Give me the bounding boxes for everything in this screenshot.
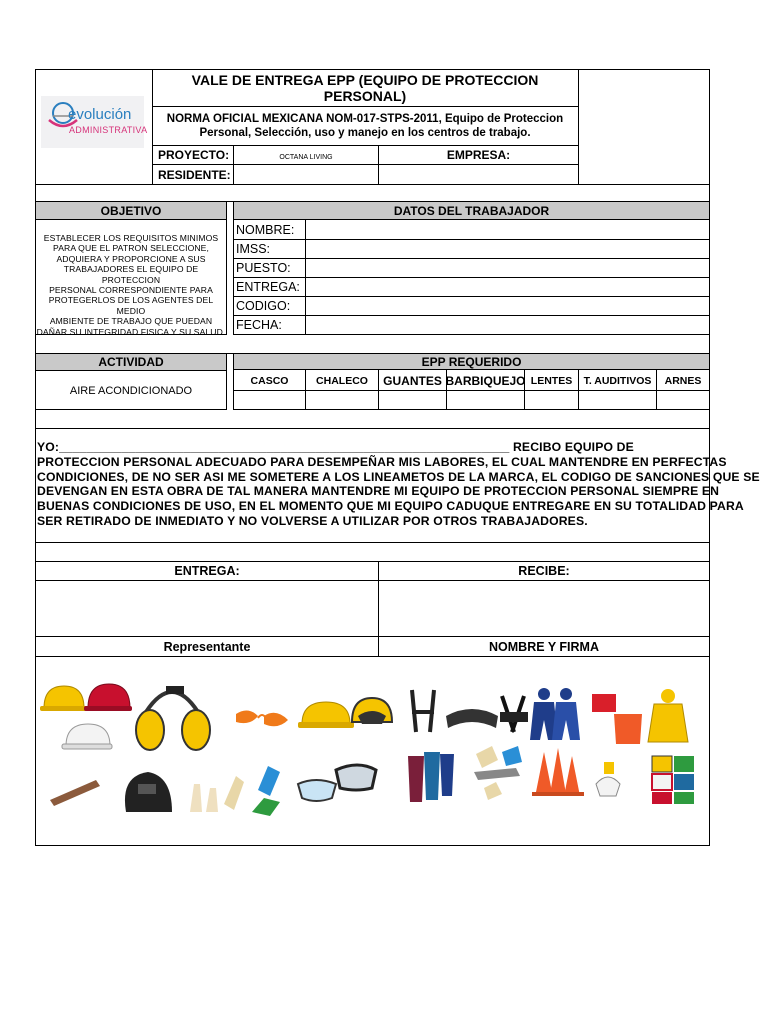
puesto-field[interactable] [306,259,709,277]
lifting-belt-icon [446,709,498,728]
welding-mask-icon [125,772,172,812]
yellow-helmet-icon [40,686,88,711]
codigo-field[interactable] [306,297,709,315]
declaracion-line: PROTECCION PERSONAL ADECUADO PARA DESEMPEÑAR MIS LABORES, EL CUAL MANTENDRE EN PERFECTAS [37,454,727,469]
declaracion-line: YO:_________________________________________________________________ RECIBO EQUIPO DE [37,440,634,454]
divider [152,70,153,184]
empresa-label: EMPRESA: [446,148,511,162]
norma-text [152,107,578,145]
ear-plugs-icon [236,710,288,726]
empresa-field[interactable] [379,165,578,184]
safety-harness-icon [412,690,434,732]
objetivo-line: TRABAJADORES EL EQUIPO DE PROTECCION [63,264,199,285]
ear-muffs-icon [136,686,210,750]
epp-arnes-cell[interactable] [657,391,709,409]
welding-helmet-top-icon [352,698,392,724]
safety-kit-icon [596,762,620,796]
declaracion-line: SER RETIRADO DE INMEDIATO Y NO VOLVERSE A UTILIZAR POR OTROS TRABAJADORES. [37,513,588,528]
epp-col-barbiquejo: BARBIQUEJO [445,373,526,388]
datos-header: DATOS DEL TRABAJADOR [234,202,709,220]
blue-coverall-icon [530,688,580,740]
epp-casco-cell[interactable] [234,391,305,409]
back-support-icon [500,696,528,732]
objetivo-line: PERSONAL CORRESPONDIENTE PARA [49,285,213,296]
white-helmet-icon [62,724,112,749]
epp-t-auditivos-cell[interactable] [579,391,656,409]
epp-chaleco-cell[interactable] [306,391,378,409]
entrega-signature-field[interactable] [36,581,378,636]
divider [35,184,710,185]
epp-illustrations [36,672,708,822]
lanyard-icon [50,780,100,806]
puesto-label: PUESTO: [236,261,291,275]
safety-glasses-icon [298,765,376,801]
proyecto-field[interactable]: OCTANA LIVING [279,153,333,161]
objetivo-text [36,233,226,337]
divider [35,428,710,429]
recibe-label: RECIBE: [518,564,570,578]
objetivo-header: OBJETIVO [36,202,226,220]
objetivo-line: DAÑAR SU INTEGRIDAD FISICA Y SU SALUD. [36,326,226,337]
divider [35,656,710,657]
divider [35,542,710,543]
divider [578,70,579,184]
fecha-field[interactable] [306,316,709,334]
work-gloves-icon [474,746,522,800]
fecha-label: FECHA: [236,318,282,332]
declaracion-line: CONDICIONES, DE NO SER ASI ME SOMETERE A LOS LINEAMETOS DE LA MARCA, EL CODIGO DE SANCIONES QUE SE [37,469,760,484]
safety-signs-icon [652,756,694,804]
objetivo-line: ESTABLECER LOS REQUISITOS MINIMOS [43,233,219,243]
residente-field[interactable] [234,165,378,184]
declaracion-text[interactable] [37,440,760,529]
objetivo-line: AMBIENTE DE TRABAJO QUE PUEDAN [49,316,213,327]
red-helmet-icon [84,684,132,711]
nombre-field[interactable] [306,221,709,239]
representante-label: Representante [163,639,251,654]
epp-col-lentes: LENTES [530,374,573,387]
logo-text-sub: ADMINISTRATIVA [69,125,148,135]
nombre-firma-label: NOMBRE Y FIRMA [489,639,599,654]
epp-guantes-cell[interactable] [379,391,446,409]
declaracion-line: DEVENGAN EN ESTA OBRA DE TAL MANERA MANTENDRE MI EQUIPO DE PROTECCION PERSONAL SIEMPRE EN [37,484,720,499]
traffic-cones-icon [532,748,584,796]
codigo-label: CODIGO: [236,299,291,313]
epp-col-t-auditivos: T. AUDITIVOS [583,374,652,387]
actividad-header: ACTIVIDAD [36,354,226,371]
page-title: VALE DE ENTREGA EPP (EQUIPO DE PROTECCION PERSONAL) [191,72,539,104]
norma-line-2: Personal, Selección, uso y manejo en los centros de trabajo. [199,127,531,139]
residente-label: RESIDENTE: [158,167,231,182]
norma-line-1: NORMA OFICIAL MEXICANA NOM-017-STPS-2011, Equipo de Proteccion [166,113,564,125]
entrega-label: ENTREGA: [174,564,240,578]
nombre-label: NOMBRE: [236,223,295,237]
declaracion-line: BUENAS CONDICIONES DE USO, EN EL MOMENTO QUE MI EQUIPO CADUQUE ENTREGARE EN SU TOTALIDAD PARA [37,499,744,514]
yellow-hard-hat-icon [298,702,354,728]
proyecto-label: PROYECTO: [158,148,230,162]
imss-label: IMSS: [236,242,271,256]
entrega-date-field[interactable] [306,278,709,296]
epp-barbiquejo-cell[interactable] [447,391,524,409]
yellow-raincoat-icon [648,689,688,742]
objetivo-line: PARA QUE EL PATRON SELECCIONE, [53,243,209,254]
epp-col-chaleco: CHALECO [316,374,368,387]
epp-col-arnes: ARNES [664,374,702,387]
epp-col-casco: CASCO [250,374,289,387]
objetivo-line: PROTEGERLOS DE LOS AGENTES DEL MEDIO [48,295,214,316]
epp-col-guantes: GUANTES [383,373,442,388]
actividad-value[interactable]: AIRE ACONDICIONADO [69,384,193,397]
recibe-signature-field[interactable] [379,581,709,636]
objetivo-line: ADQUIERA Y PROPORCIONE A SUS [56,253,206,264]
work-clothes-icon [408,752,454,802]
epp-lentes-cell[interactable] [525,391,578,409]
gloves-icon [190,766,280,816]
red-vest-icon [592,694,642,744]
entrega-date-label: ENTREGA: [236,280,300,294]
epp-header: EPP REQUERIDO [234,354,709,370]
logo [41,96,148,148]
imss-field[interactable] [306,240,709,258]
logo-text-main: evolución [68,106,132,123]
